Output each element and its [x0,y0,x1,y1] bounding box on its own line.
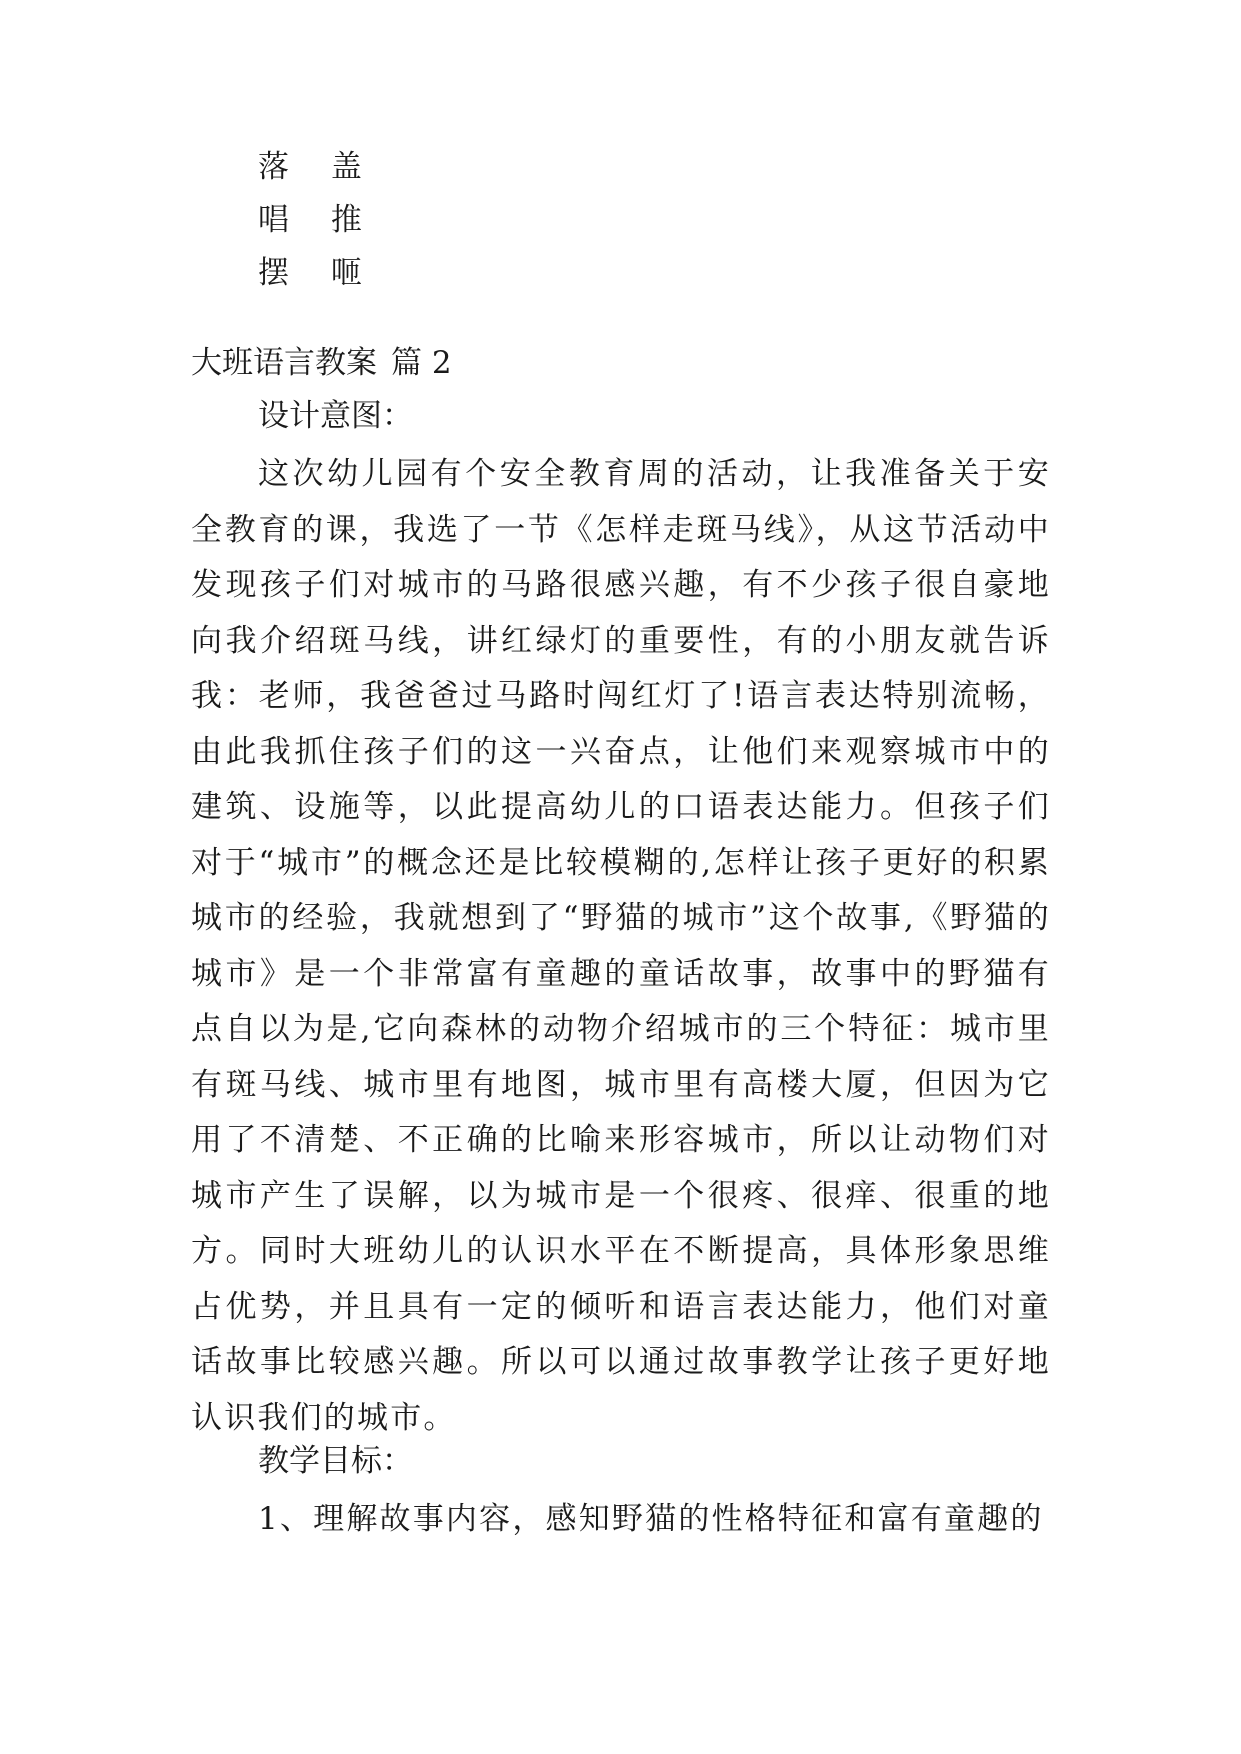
character-pair: 落 盖 [258,149,378,185]
character-pair: 唱 推 [258,202,378,238]
section-heading-part: 篇 2 [391,345,452,381]
teaching-goal-item: 1、理解故事内容，感知野猫的性格特征和富有童趣的 [258,1501,1044,1537]
design-intent-paragraph: 这次幼儿园有个安全教育周的活动，让我准备关于安全教育的课，我选了一节《怎样走斑马线》，从这节活动中发现孩子们对城市的马路很感兴趣，有不少孩子很自豪地向我介绍斑马线，讲红绿灯的重要性，有的小朋友就告诉我：老师，我爸爸过马路时闯红灯了!语言表达特别流畅，由此我抓住孩子们的这一兴奋点，让他们来观察城市中的建筑、设施等，以此提高幼儿的口语表达能力。但孩子们对于“城市”的概念还是比较模糊的,怎样让孩子更好的积累城市的经验，我就想到了“野猫的城市”这个故事,《野猫的城市》是一个非常富有童趣的童话故事，故事中的野猫有点自以为是,它向森林的动物介绍城市的三个特征：城市里有斑马线、城市里有地图，城市里有高楼大厦，但因为它用了不清楚、不正确的比喻来形容城市，所以让动物们对城市产生了误解，以为城市是一个很疼、很痒、很重的地方。同时大班幼儿的认识水平在不断提高，具体形象思维占优势，并且具有一定的倾听和语言表达能力，他们对童话故事比较感兴趣。所以可以通过故事教学让孩子更好地认识我们的城市。 [191,456,1051,1436]
design-intent-label: 设计意图： [258,398,413,434]
character-pair: 摆 咂 [258,255,378,291]
section-heading [191,343,452,383]
teaching-goals-label: 教学目标： [258,1443,413,1479]
section-heading-title: 大班语言教案 [191,345,377,381]
